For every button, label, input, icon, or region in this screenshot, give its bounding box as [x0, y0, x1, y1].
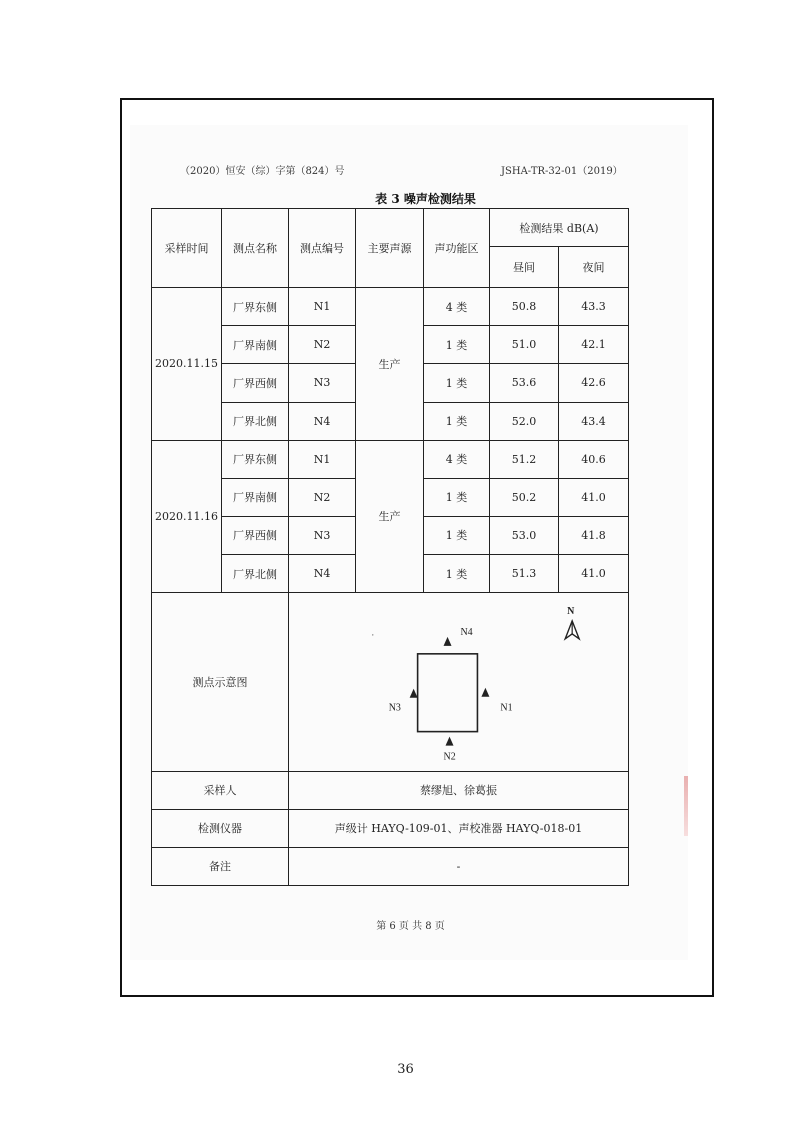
point-code-cell: N1 — [289, 288, 356, 326]
point-name-cell: 厂界西侧 — [222, 364, 289, 402]
instrument-label: 检测仪器 — [152, 809, 289, 847]
n2-marker-icon — [446, 737, 454, 746]
sampler-label: 采样人 — [152, 771, 289, 809]
point-name-cell: 厂界北侧 — [222, 554, 289, 592]
point-name-cell: 厂界北侧 — [222, 402, 289, 440]
zone-cell: 1 类 — [424, 402, 490, 440]
day-value-cell: 50.8 — [490, 288, 559, 326]
header-result: 检测结果 dB(A) — [490, 209, 629, 247]
date-cell: 2020.11.15 — [152, 288, 222, 440]
night-value-cell: 41.8 — [559, 516, 629, 554]
n1-label: N1 — [500, 702, 513, 714]
zone-cell: 1 类 — [424, 364, 490, 402]
measurement-point-diagram — [289, 593, 628, 771]
night-value-cell: 42.6 — [559, 364, 629, 402]
day-value-cell: 53.6 — [490, 364, 559, 402]
header-time: 采样时间 — [152, 209, 222, 288]
page-number: 36 — [397, 1062, 414, 1077]
n4-label: N4 — [460, 626, 473, 638]
point-code-cell: N4 — [289, 554, 356, 592]
point-name-cell: 厂界西侧 — [222, 516, 289, 554]
zone-cell: 1 类 — [424, 554, 490, 592]
instrument-value: 声级计 HAYQ-109-01、声校准器 HAYQ-018-01 — [289, 809, 629, 847]
n4-marker-icon — [444, 637, 452, 646]
n3-label: N3 — [388, 702, 401, 714]
diagram-cell — [289, 593, 629, 772]
night-value-cell: 41.0 — [559, 478, 629, 516]
table-row — [152, 288, 629, 326]
day-value-cell: 51.2 — [490, 440, 559, 478]
point-name-cell: 厂界南侧 — [222, 326, 289, 364]
point-name-cell: 厂界东侧 — [222, 440, 289, 478]
page-footer: 第 6 页 共 8 页 — [376, 921, 445, 932]
north-label: N — [567, 606, 575, 618]
night-value-cell: 43.4 — [559, 402, 629, 440]
zone-cell: 1 类 — [424, 478, 490, 516]
sampler-value: 蔡缪旭、徐葛振 — [289, 771, 629, 809]
remark-label: 备注 — [152, 847, 289, 885]
zone-cell: 4 类 — [424, 288, 490, 326]
header-day: 昼间 — [490, 247, 559, 288]
point-code-cell: N2 — [289, 478, 356, 516]
header-point-code: 测点编号 — [289, 209, 356, 288]
day-value-cell: 51.3 — [490, 554, 559, 592]
report-number: （2020）恒安（综）字第（824）号 — [180, 166, 345, 177]
header-source: 主要声源 — [356, 209, 424, 288]
night-value-cell: 41.0 — [559, 554, 629, 592]
zone-cell: 1 类 — [424, 326, 490, 364]
day-value-cell: 53.0 — [490, 516, 559, 554]
n3-marker-icon — [410, 689, 418, 698]
zone-cell: 4 类 — [424, 440, 490, 478]
point-code-cell: N1 — [289, 440, 356, 478]
point-code-cell: N2 — [289, 326, 356, 364]
night-value-cell: 40.6 — [559, 440, 629, 478]
source-cell: 生产 — [356, 288, 424, 440]
day-value-cell: 52.0 — [490, 402, 559, 440]
noise-results-table — [151, 208, 629, 886]
header-zone: 声功能区 — [424, 209, 490, 288]
day-value-cell: 50.2 — [490, 478, 559, 516]
point-name-cell: 厂界东侧 — [222, 288, 289, 326]
day-value-cell: 51.0 — [490, 326, 559, 364]
source-cell: 生产 — [356, 440, 424, 592]
scan-speck — [372, 634, 373, 635]
point-code-cell: N3 — [289, 516, 356, 554]
table-row — [152, 440, 629, 478]
seal-stamp-edge — [684, 776, 688, 836]
night-value-cell: 43.3 — [559, 288, 629, 326]
point-name-cell: 厂界南侧 — [222, 478, 289, 516]
header-night: 夜间 — [559, 247, 629, 288]
date-cell: 2020.11.16 — [152, 440, 222, 592]
point-code-cell: N4 — [289, 402, 356, 440]
header-point-name: 测点名称 — [222, 209, 289, 288]
n1-marker-icon — [481, 688, 489, 697]
table-caption: 表 3 噪声检测结果 — [375, 192, 476, 206]
point-code-cell: N3 — [289, 364, 356, 402]
document-code: JSHA-TR-32-01（2019） — [501, 166, 623, 177]
night-value-cell: 42.1 — [559, 326, 629, 364]
n2-label: N2 — [443, 751, 456, 763]
diagram-label: 测点示意图 — [152, 593, 289, 772]
site-boundary — [418, 654, 478, 732]
remark-value: - — [289, 847, 629, 885]
zone-cell: 1 类 — [424, 516, 490, 554]
